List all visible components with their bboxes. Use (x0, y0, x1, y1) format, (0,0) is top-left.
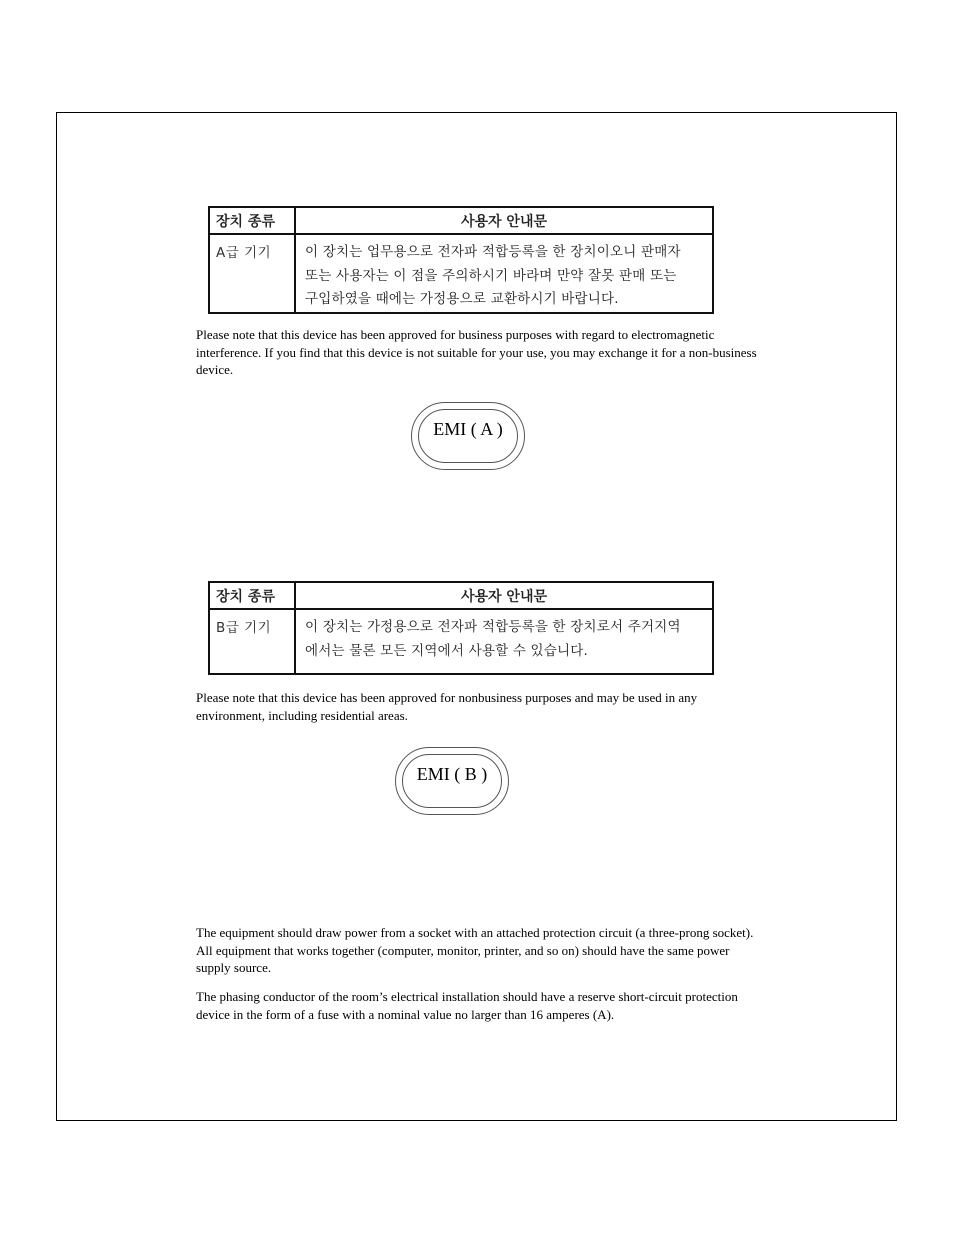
notice-cell (295, 609, 713, 674)
device-class-cell: A급 기기 (209, 234, 295, 313)
device-type-header: 장치 종류 (209, 582, 295, 609)
user-guide-header: 사용자 안내문 (295, 582, 713, 609)
power-note-1: The equipment should draw power from a socket with an attached protection circuit (a three-prong socket). All equipment that works together (computer, monitor, printer, and so on) should have the same power supply source. (196, 925, 754, 975)
table-header-row (209, 582, 713, 609)
notice-line: 이 장치는 가정용으로 전자파 적합등록을 한 장치로서 주거지역 (305, 619, 681, 635)
notice-line: 구입하였을 때에는 가정용으로 교환하시기 바랍니다. (305, 291, 619, 307)
user-guide-header: 사용자 안내문 (295, 207, 713, 234)
notice-line: 에서는 물론 모든 지역에서 사용할 수 있습니다. (305, 642, 589, 659)
badge-label: EMI ( B ) (416, 764, 488, 784)
table-row (209, 234, 713, 313)
class-a-notice-table (208, 206, 714, 314)
device-class-cell: B급 기기 (209, 609, 295, 674)
table-row (209, 609, 713, 674)
emi-b-badge (395, 747, 509, 815)
class-a-english-note: Please note that this device has been approved for business purposes with regard to electromagnetic interference. If you find that this device is not suitable for your use, you may exchange it for a non-business device. (196, 327, 757, 377)
table-header-row (209, 207, 713, 234)
class-b-english-note: Please note that this device has been approved for nonbusiness purposes and may be used in any environment, including residential areas. (196, 690, 698, 723)
badge-label: EMI ( A ) (433, 419, 503, 439)
notice-line: 또는 사용자는 이 점을 주의하시기 바라며 만약 잘못 판매 또는 (305, 267, 677, 284)
power-note-2: The phasing conductor of the room’s electrical installation should have a reserve short-circuit protection device in the form of a fuse with a nominal value no larger than 16 amperes (A). (196, 989, 738, 1022)
class-b-notice-table (208, 581, 714, 675)
emi-a-badge (411, 402, 525, 470)
device-type-header: 장치 종류 (209, 207, 295, 234)
notice-line: 이 장치는 업무용으로 전자파 적합등록을 한 장치이오니 판매자 (305, 244, 681, 260)
notice-cell (295, 234, 713, 313)
